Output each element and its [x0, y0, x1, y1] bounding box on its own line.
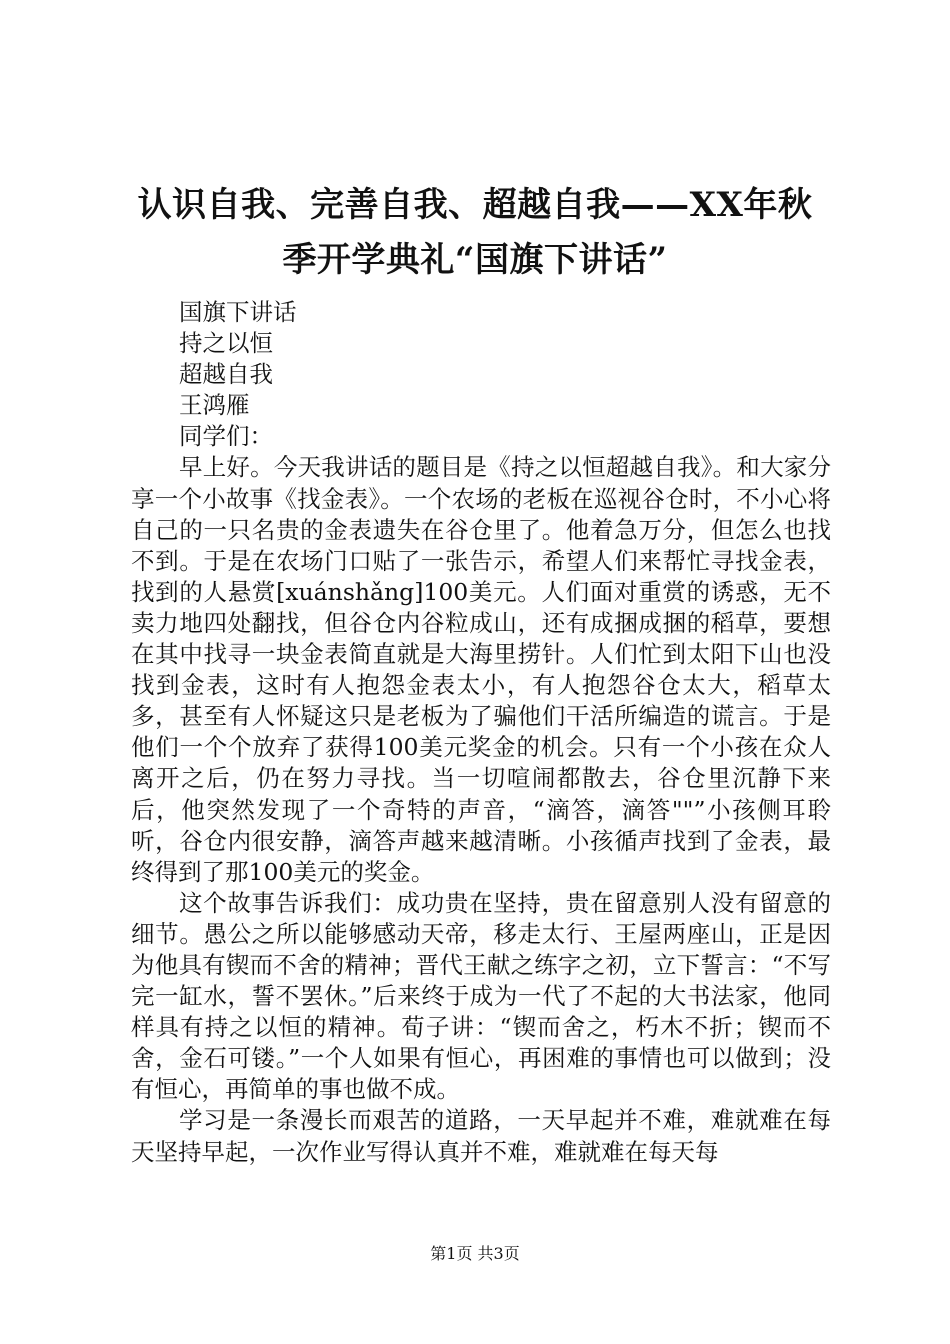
paragraph-lesson: 这个故事告诉我们：成功贵在坚持，贵在留意别人没有留意的细节。愚公之所以能够感动天帝，移走太行、王屋两座山，正是因为他具有锲而不舍的精神；晋代王献之练字之初，立下誓言：“不写完一缸水，誓不罢休。”后来终于成为一代了不起的大书法家，他同样具有持之以恒的精神。荀子讲：“锲而舍之，朽木不折；锲而不舍，金石可镂。”一个人如果有恒心，再困难的事情也可以做到；没有恒心，再简单的事也做不成。: [131, 888, 831, 1104]
heading-line-theme-1: 持之以恒: [179, 329, 273, 358]
page-footer: 第1页 共3页: [430, 1244, 520, 1263]
document-title: [100, 178, 850, 288]
paragraph-story: 早上好。今天我讲话的题目是《持之以恒超越自我》。和大家分享一个小故事《找金表》。一个农场的老板在巡视谷仓时，不小心将自己的一只名贵的金表遗失在谷仓里了。他着急万分，但怎么也找不到。于是在农场门口贴了一张告示，希望人们来帮忙寻找金表，找到的人悬赏[xuánshǎng]100美元。人们面对重赏的诱惑，无不卖力地四处翻找，但谷仓内谷粒成山，还有成捆成捆的稻草，要想在其中找寻一块金表简直就是大海里捞针。人们忙到太阳下山也没找到金表，这时有人抱怨金表太小，有人抱怨谷仓太大，稻草太多，甚至有人怀疑这只是老板为了骗他们干活所编造的谎言。于是他们一个个放弃了获得100美元奖金的机会。只有一个小孩在众人离开之后，仍在努力寻找。当一切喧闹都散去，谷仓里沉静下来后，他突然发现了一个奇特的声音，“滴答，滴答""”小孩侧耳聆听，谷仓内很安静，滴答声越来越清晰。小孩循声找到了金表，最终得到了那100美元的奖金。: [131, 453, 831, 886]
heading-line-theme-2: 超越自我: [179, 360, 273, 389]
paragraph-learning: 学习是一条漫长而艰苦的道路，一天早起并不难，难就难在每天坚持早起，一次作业写得认真并不难，难就难在每天每: [131, 1106, 831, 1166]
heading-line-speaker: 王鸿雁: [179, 391, 250, 420]
title-line-2: 季开学典礼“国旗下讲话”: [282, 240, 668, 280]
heading-line-speech-type: 国旗下讲话: [179, 298, 297, 326]
document-body: [131, 297, 831, 1168]
title-line-1: 认识自我、完善自我、超越自我——XX年秋: [137, 185, 813, 225]
heading-line-greeting: 同学们：: [179, 422, 273, 451]
